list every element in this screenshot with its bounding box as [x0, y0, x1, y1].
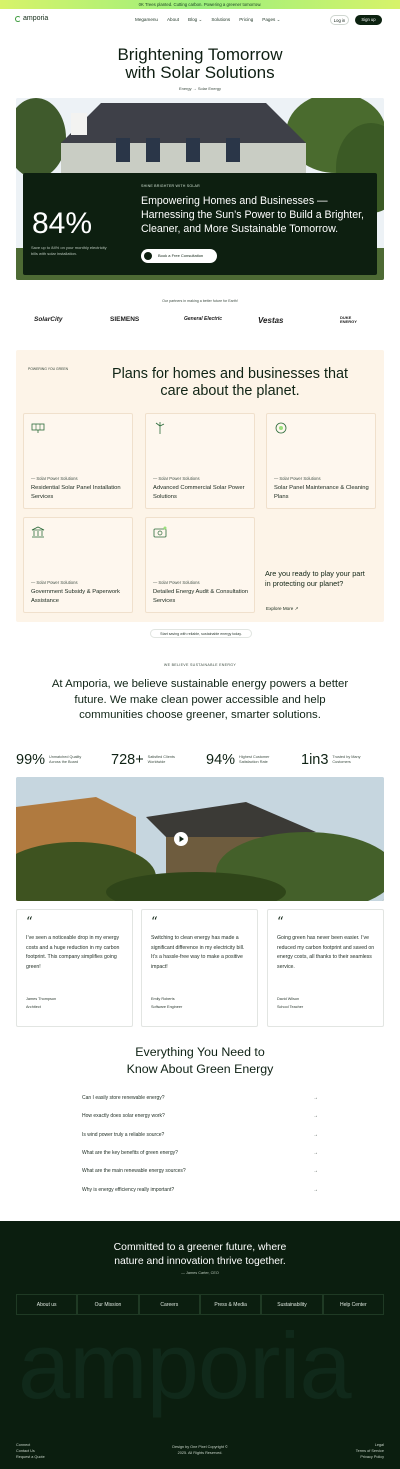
partner-logo-vestas: Vestas	[258, 316, 284, 325]
arrow-right-icon: →	[313, 1095, 318, 1101]
faq-question: Is wind power truly a reliable source?	[82, 1132, 165, 1138]
plan-card-title: Solar Panel Maintenance & Cleaning Plans	[274, 485, 369, 500]
signup-button[interactable]: Sign up	[355, 15, 382, 25]
logo-icon	[15, 16, 21, 22]
testimonial-name: David Wilson	[277, 997, 300, 1001]
footer-link-connect[interactable]: Connect	[16, 1443, 31, 1447]
arrow-right-icon: →	[313, 1150, 318, 1156]
partner-logo-siemens: SIEMENS	[110, 316, 140, 323]
footer-quote	[0, 1241, 400, 1269]
faq-title	[0, 1044, 400, 1078]
hero-stat-value: 84%	[32, 207, 93, 240]
testimonial-card	[141, 909, 258, 1027]
footer-link-contact[interactable]: Contact Us	[16, 1449, 35, 1453]
testimonial-role: Architect	[26, 1005, 41, 1009]
hero-stat-text: Save up to 84% on your monthly electricity bills with solar installation.	[31, 245, 107, 256]
plan-card[interactable]	[23, 413, 133, 509]
partner-logo-solarcity: SolarCity	[34, 316, 63, 323]
plan-card-sub: — Solar Power Solutions	[31, 476, 78, 481]
partner-logo-duke-energy: DUKE ENERGY	[340, 315, 357, 324]
faq-item[interactable]	[82, 1166, 318, 1176]
recycle-icon	[274, 422, 288, 434]
footer-right-links	[334, 1442, 384, 1460]
faq-question: How exactly does solar energy work?	[82, 1113, 165, 1119]
footer-link-quote[interactable]: Request a Quote	[16, 1455, 45, 1459]
page-title-line2: with Solar Solutions	[125, 63, 275, 82]
footer-link-legal[interactable]: Legal	[374, 1443, 384, 1447]
faq-question: What are the key benefits of green energy?	[82, 1150, 178, 1156]
arrow-right-icon: →	[313, 1132, 318, 1138]
navbar	[0, 9, 400, 31]
faq-item[interactable]	[82, 1093, 318, 1103]
stat-label: Unmatched Quality Across the Board	[49, 755, 82, 764]
plan-card-title: Detailed Energy Audit & Consultation Services	[153, 589, 249, 604]
arrow-right-icon: →	[313, 1187, 318, 1193]
arrow-right-icon: →	[313, 1168, 318, 1174]
arrow-icon	[144, 252, 152, 260]
quote-icon: “	[151, 915, 158, 930]
faq-item[interactable]	[82, 1148, 318, 1158]
stat-item	[111, 752, 184, 768]
partners-tag: Our partners in making a better future for Earth!	[162, 299, 238, 303]
footer-link-mission[interactable]: Our Mission	[77, 1294, 138, 1315]
video-thumbnail[interactable]	[16, 777, 384, 901]
partner-logo-ge: General Electric	[184, 316, 223, 322]
footer-link-help[interactable]: Help Center	[323, 1294, 384, 1315]
footer-link-privacy[interactable]: Privacy Policy	[360, 1455, 384, 1459]
plan-card-sub: — Solar Power Solutions	[31, 580, 78, 585]
stat-label: Highest Customer Satisfaction Rate	[239, 755, 270, 764]
mission-statement: At Amporia, we believe sustainable energy powers a better future. We make clean power accessible and help communities choose greener, smarter solutions.	[51, 678, 349, 721]
plan-card[interactable]	[266, 413, 376, 509]
plan-card-sub: — Solar Power Solutions	[153, 476, 200, 481]
plans-title: Plans for homes and businesses that care about the planet.	[112, 366, 348, 399]
faq-title-line2: Know About Green Energy	[126, 1062, 274, 1076]
stat-value: 728+	[111, 752, 144, 768]
start-saving-pill: Start saving with reliable, sustainable energy today.	[150, 629, 252, 638]
menu-item-blog[interactable]: Blog ⌄	[188, 17, 203, 22]
breadcrumb[interactable]: Energy → Solar Energy	[178, 86, 222, 91]
page-title	[0, 46, 400, 82]
page-title-line1: Brightening Tomorrow	[117, 45, 283, 64]
wind-turbine-icon	[153, 422, 167, 434]
logo-text: amporia	[23, 15, 49, 22]
plans-tag: POWERING YOU GREEN	[28, 367, 69, 371]
faq-title-line1: Everything You Need to	[135, 1045, 265, 1059]
plan-card-title: Residential Solar Panel Installation Services	[31, 485, 121, 500]
testimonial-text: I’ve seen a noticeable drop in my energy costs and a huge reduction in my carbon footprint. This company simplifies going green!	[26, 935, 120, 970]
faq-question: Can I easily store renewable energy?	[82, 1095, 165, 1101]
faq-item[interactable]	[82, 1185, 318, 1195]
plan-card[interactable]	[23, 517, 133, 613]
footer-quote-author: — James Carter, CEO	[181, 1271, 219, 1275]
footer-link-careers[interactable]: Careers	[139, 1294, 200, 1315]
stat-item	[16, 752, 85, 768]
quote-icon: “	[277, 915, 284, 930]
main-menu	[135, 17, 280, 23]
faq-question: Why is energy efficiency really important?	[82, 1187, 175, 1193]
testimonial-role: Software Engineer	[151, 1005, 183, 1009]
footer-watermark: amporia	[18, 1313, 351, 1418]
explore-more-link[interactable]: Explore More ↗	[266, 606, 299, 611]
energy-audit-icon	[153, 526, 167, 538]
play-icon	[174, 832, 188, 846]
solar-panel-icon	[31, 422, 45, 434]
footer-link-press[interactable]: Press & Media	[200, 1294, 261, 1315]
footer-copyright-line2: 2025. All Rights Reserved.	[177, 1451, 223, 1455]
hero-headline: Empowering Homes and Businesses — Harnessing the Sun’s Power to Build a Brighter, Cleaner, and More Sustainable Tomorrow.	[141, 195, 364, 235]
stat-label: Trusted by Many Customers	[332, 755, 361, 764]
footer-nav	[16, 1294, 384, 1315]
menu-item-about[interactable]: About	[166, 17, 179, 22]
testimonial-card	[16, 909, 133, 1027]
stat-item	[301, 752, 368, 768]
quote-icon: “	[26, 915, 33, 930]
hero-tag: SHINE BRIGHTER WITH SOLAR	[141, 184, 200, 188]
menu-item-pages[interactable]: Pages ⌄	[262, 17, 281, 22]
footer-copyright-line1: Design by One Pixel Copyright ©	[172, 1445, 228, 1449]
partner-logos	[16, 316, 384, 330]
testimonial-name: Emily Roberts	[151, 997, 175, 1001]
menu-item-megamenu[interactable]: Megamenu	[135, 17, 158, 22]
faq-question: What are the main renewable energy sources?	[82, 1168, 186, 1174]
testimonial-text: Going green has never been easier. I’ve reduced my carbon footprint and saved on energy costs, all thanks to their seamless service.	[277, 935, 375, 970]
play-button[interactable]	[174, 832, 188, 846]
footer-link-terms[interactable]: Terms of Service	[355, 1449, 384, 1453]
plan-card-title: Advanced Commercial Solar Power Solutions	[153, 485, 245, 500]
menu-item-solutions[interactable]: Solutions	[211, 17, 231, 22]
mission-tag: WE BELIEVE SUSTAINABLE ENERGY	[163, 663, 237, 667]
stat-item	[206, 752, 275, 768]
arrow-right-icon: →	[313, 1113, 318, 1119]
plan-card-sub: — Solar Power Solutions	[274, 476, 321, 481]
footer-quote-line1: Committed to a greener future, where	[113, 1242, 287, 1253]
plan-card[interactable]	[145, 413, 255, 509]
menu-item-pricing[interactable]: Pricing	[239, 17, 254, 22]
faq-item[interactable]	[82, 1111, 318, 1121]
plan-card-sub: — Solar Power Solutions	[153, 580, 200, 585]
stat-value: 94%	[206, 752, 236, 768]
government-building-icon	[31, 526, 45, 538]
stat-label: Satisfied Clients Worldwide	[147, 755, 175, 764]
footer-quote-line2: nature and innovation thrive together.	[114, 1256, 286, 1267]
testimonial-text: Switching to clean energy has made a significant difference in my electricity bill. It’s a hassle-free way to make a positive impact!	[151, 935, 245, 970]
stat-value: 99%	[16, 752, 46, 768]
announcement-bar: 0K Trees planted. Cutting carbon. Powering a greener tomorrow.	[0, 0, 400, 9]
testimonial-card	[267, 909, 384, 1027]
plan-card-title: Government Subsidy & Paperwork Assistance	[31, 589, 120, 604]
footer-link-sustainability[interactable]: Sustainability	[261, 1294, 322, 1315]
logo[interactable]	[15, 15, 48, 22]
faq-item[interactable]	[82, 1130, 318, 1140]
testimonial-name: James Thompson	[26, 997, 57, 1001]
stat-value: 1in3	[301, 752, 329, 768]
book-consultation-button[interactable]: Book a Free Consultation	[141, 249, 217, 263]
footer-link-about[interactable]: About us	[16, 1294, 77, 1315]
login-button[interactable]: Log in	[330, 15, 349, 25]
call-to-action-text: Are you ready to play your part in protecting our planet?	[265, 569, 365, 588]
testimonial-role: School Teacher	[277, 1005, 304, 1009]
plan-card[interactable]	[145, 517, 255, 613]
